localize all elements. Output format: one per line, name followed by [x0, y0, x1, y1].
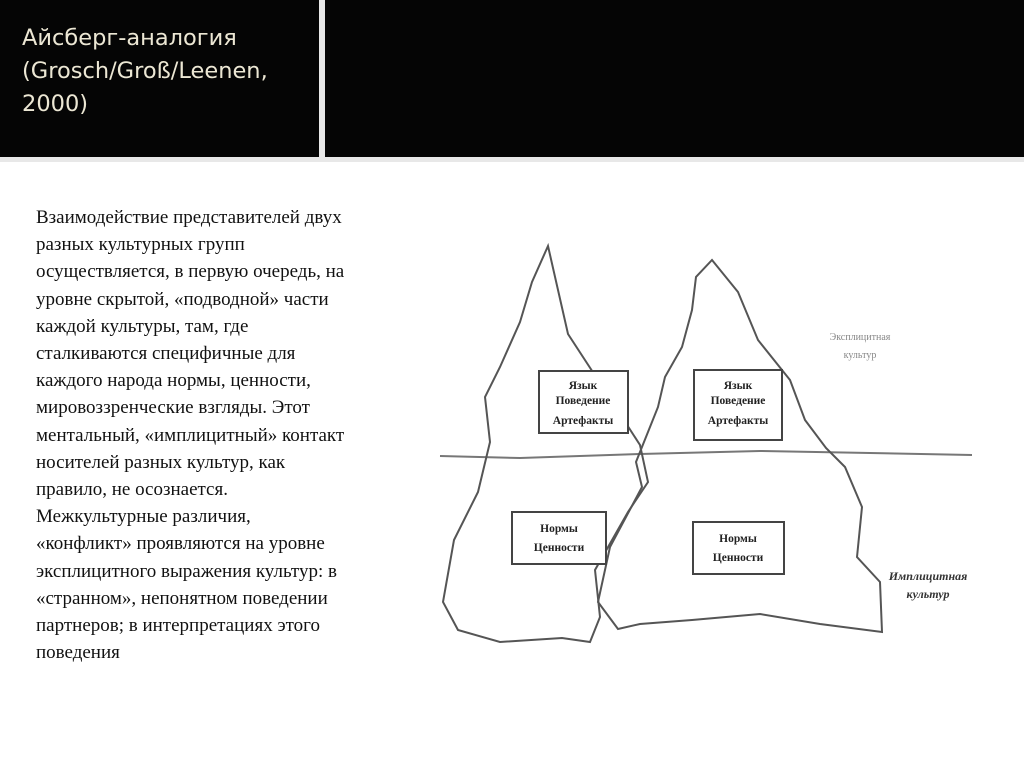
body-line: Межкультурные различия, [36, 506, 251, 528]
title-line-2: (Grosch/Groß/Leenen, [22, 58, 268, 84]
left-iceberg-outline [443, 246, 648, 642]
body-line: «конфликт» проявляются на уровне [36, 533, 325, 555]
right-bottom-box [693, 522, 784, 574]
body-line: поведения [36, 642, 120, 664]
left-top-box-line-3: Артефакты [552, 415, 614, 427]
body-line: разных культурных групп [36, 234, 245, 256]
body-line: мировоззренческие взгляды. Этот [36, 397, 310, 419]
body-line: эксплицитного выражения культур: в [36, 560, 337, 582]
body-line: сталкиваются специфичные для [36, 343, 296, 365]
body-line: «странном», непонятном поведении [36, 587, 328, 609]
header-divider-vertical [319, 0, 325, 162]
iceberg-diagram [0, 162, 1024, 767]
right-top-box-line-2: Поведение [710, 395, 766, 407]
right-top-box-line-3: Артефакты [707, 415, 769, 427]
left-bottom-box-line-2: Ценности [533, 542, 585, 554]
right-bottom-box-line-2: Ценности [712, 552, 764, 564]
body-line: осуществляется, в первую очередь, на [36, 261, 345, 283]
slide-title [22, 22, 312, 121]
body-line: уровне скрытой, «подводной» части [36, 288, 329, 310]
body-line: каждого народа нормы, ценности, [36, 370, 311, 392]
body-line: правило, не осознается. [36, 479, 228, 501]
body-line: носителей разных культур, как [36, 451, 286, 473]
body-line: ментальный, «имплицитный» контакт [36, 424, 345, 446]
left-top-box-line-2: Поведение [555, 395, 611, 407]
left-bottom-box-line-1: Нормы [540, 523, 578, 535]
body-line: каждой культуры, там, где [36, 315, 249, 337]
header-panel [325, 0, 1024, 157]
implicit-label-line-1: Имплицитная [888, 569, 968, 583]
left-bottom-box [512, 512, 606, 564]
waterline [440, 451, 972, 458]
title-line-1: Айсберг-аналогия [22, 25, 237, 51]
title-line-3: 2000) [22, 91, 89, 117]
body-line: партнеров; в интерпретациях этого [36, 615, 320, 637]
left-top-box-line-1: Язык [568, 380, 598, 392]
explicit-label-line-2: культур [843, 350, 877, 361]
slide-content [0, 162, 1024, 767]
explicit-label-line-1: Эксплицитная [829, 332, 891, 343]
body-line: Взаимодействие представителей двух [36, 207, 342, 228]
title-panel [0, 0, 319, 157]
right-bottom-box-line-1: Нормы [719, 533, 757, 545]
implicit-label-line-2: культур [906, 587, 950, 601]
right-top-box-line-1: Язык [723, 380, 753, 392]
